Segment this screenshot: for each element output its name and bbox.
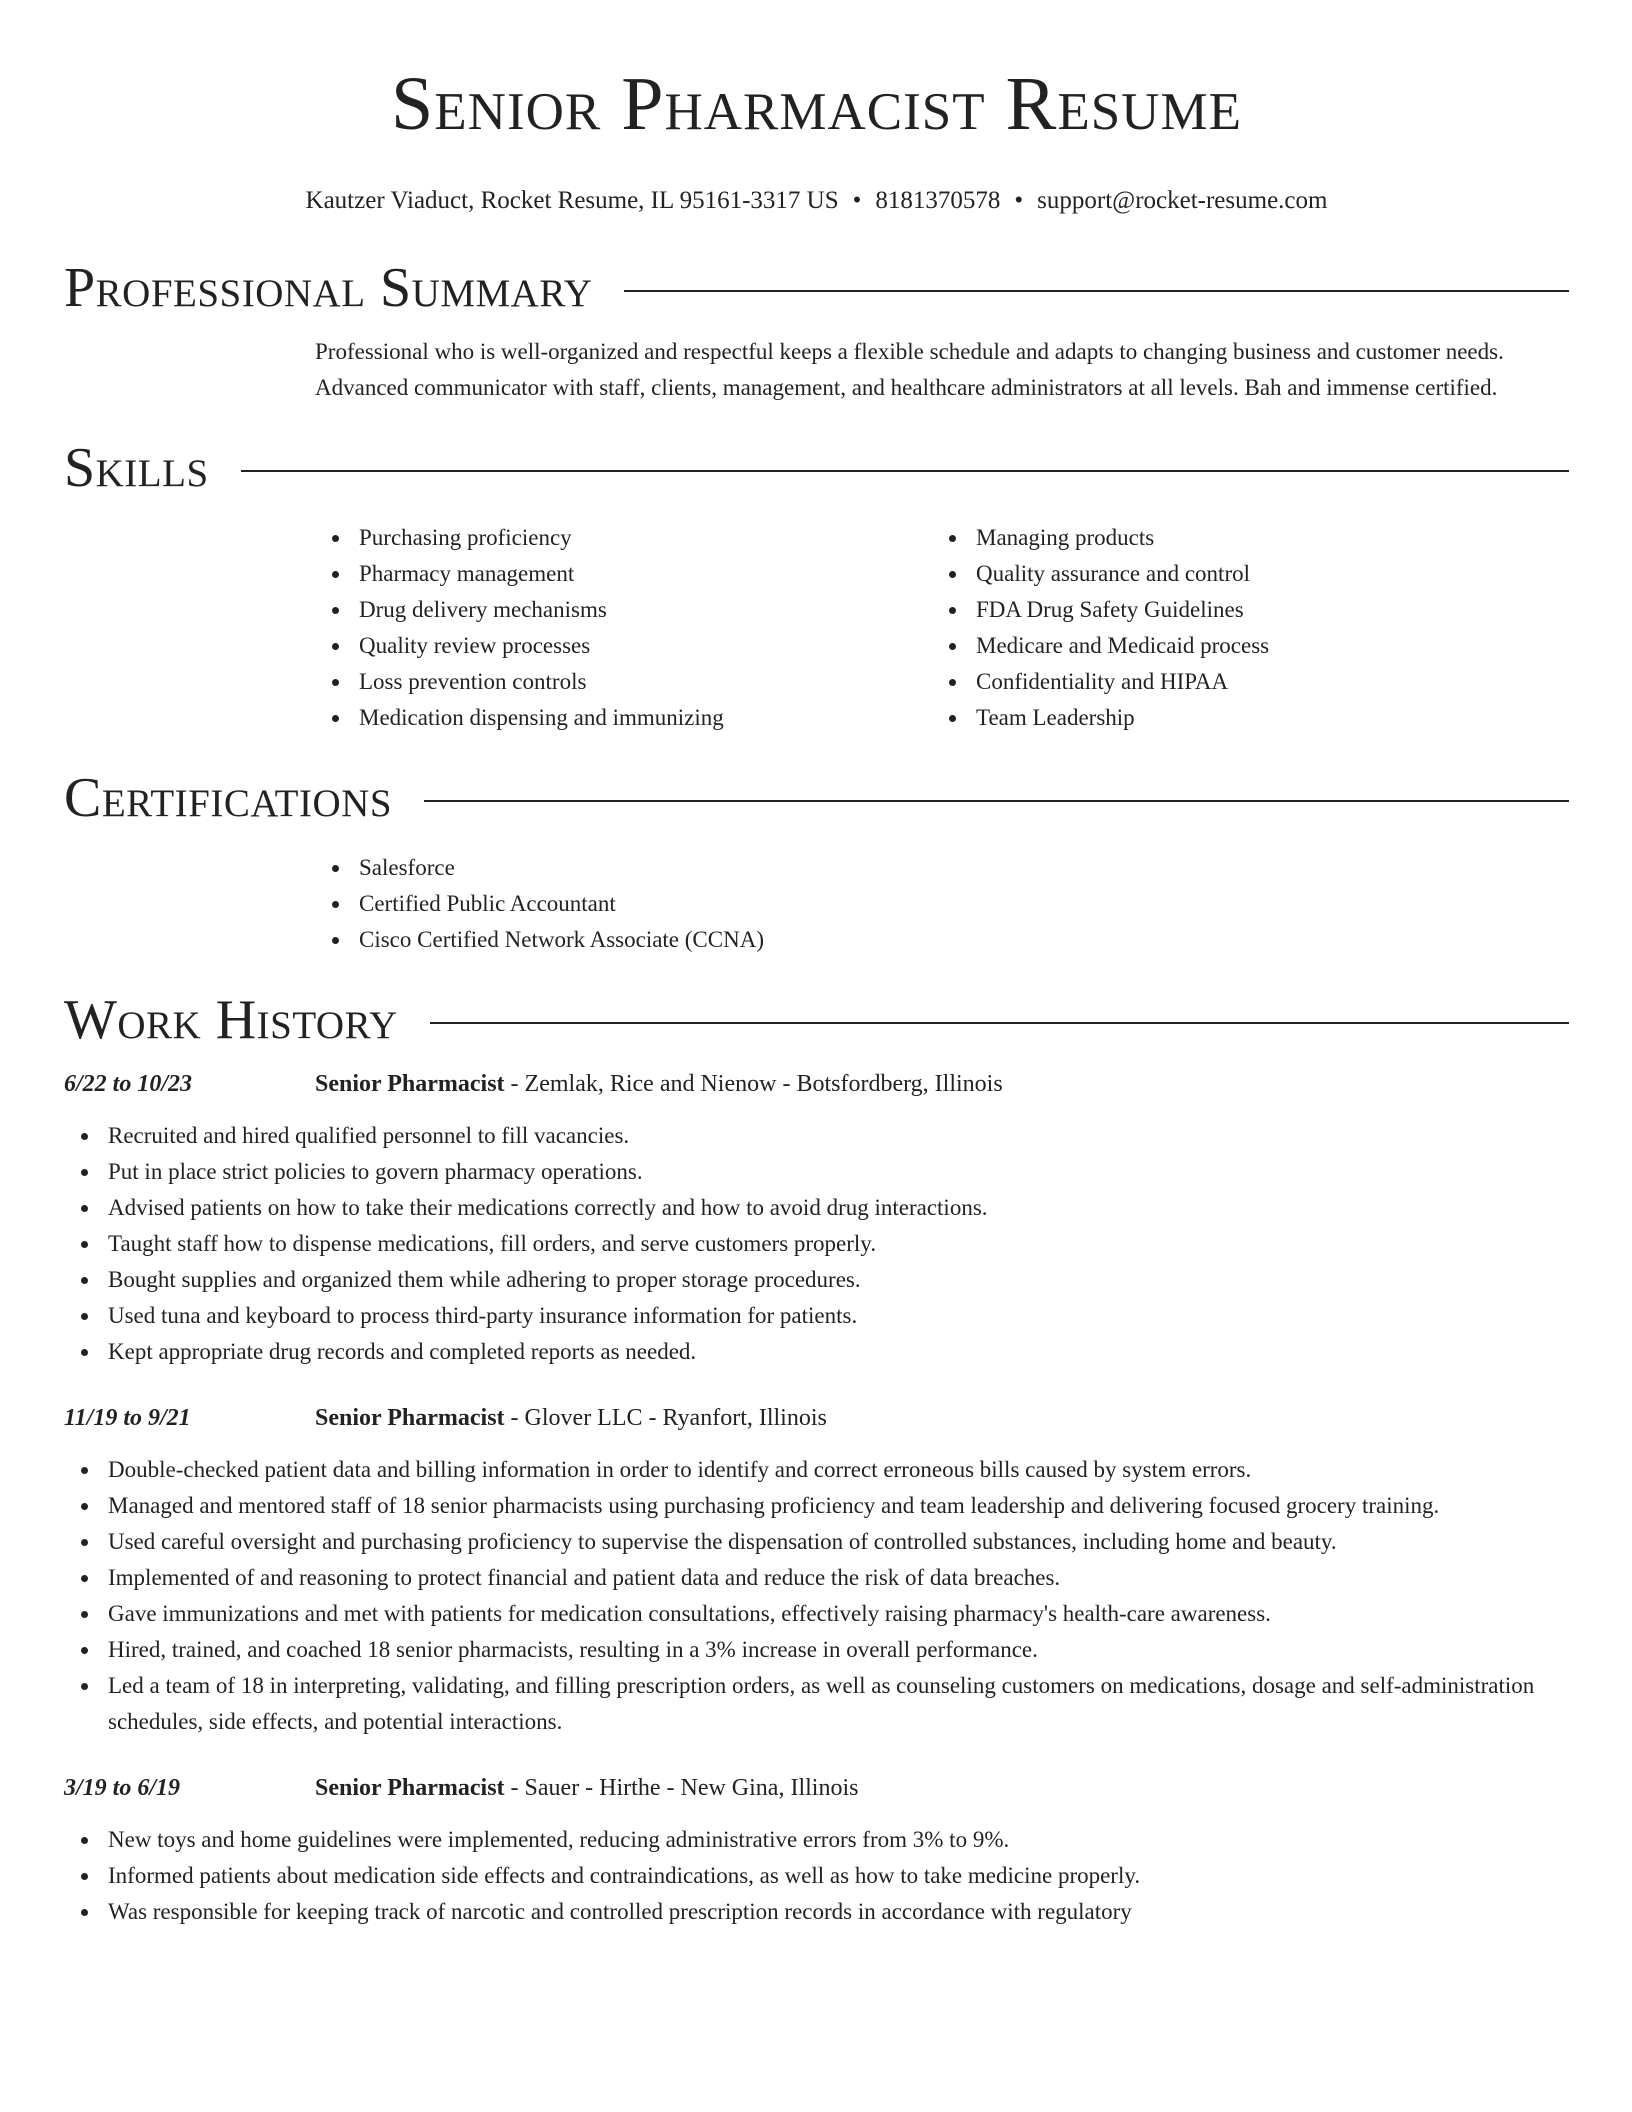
summary-heading: Professional Summary [64, 257, 593, 319]
job-dates: 3/19 to 6/19 [64, 1775, 181, 1801]
contact-email: support@rocket-resume.com [1037, 187, 1328, 214]
job-company-location: - Zemlak, Rice and Nienow - Botsfordberg, Illinois [504, 1071, 1003, 1097]
work-section-header [64, 984, 1569, 1056]
job-dates: 11/19 to 9/21 [64, 1405, 191, 1431]
contact-address: Kautzer Viaduct, Rocket Resume, IL 95161-3317 US [305, 187, 839, 214]
job-bullets [64, 1118, 1569, 1370]
job-bullet: Hired, trained, and coached 18 senior pharmacists, resulting in a 3% increase in overall performance. [64, 1632, 1569, 1668]
job-bullet: Kept appropriate drug records and completed reports as needed. [64, 1334, 1569, 1370]
skill-item: FDA Drug Safety Guidelines [932, 592, 1549, 628]
job-bullet: Advised patients on how to take their medications correctly and how to avoid drug interactions. [64, 1190, 1569, 1226]
skill-item: Quality review processes [315, 628, 932, 664]
contact-phone: 8181370578 [875, 187, 1001, 214]
job-bullet: Taught staff how to dispense medications, fill orders, and serve customers properly. [64, 1226, 1569, 1262]
job-entry [64, 1066, 1569, 1370]
resume-title: Senior Pharmacist Resume [391, 62, 1242, 146]
skills-section-header [64, 432, 1569, 504]
job-company-location: - Glover LLC - Ryanfort, Illinois [504, 1405, 827, 1431]
job-bullet: Gave immunizations and met with patients for medication consultations, effectively raising pharmacy's health-care awareness. [64, 1596, 1569, 1632]
contact-separator: • [1014, 187, 1024, 214]
summary-text: Professional who is well-organized and respectful keeps a flexible schedule and adapts to changing business and customer needs. Advanced communicator with staff, clients, management, and healthcare administrators at all levels. Bah and immense certified. [315, 339, 1504, 400]
section-divider [624, 290, 1569, 292]
job-company-location: - Sauer - Hirthe - New Gina, Illinois [504, 1775, 859, 1801]
job-title-line [315, 1400, 827, 1436]
job-title: Senior Pharmacist [315, 1405, 505, 1431]
skill-item: Team Leadership [932, 700, 1549, 736]
skill-item: Purchasing proficiency [315, 520, 932, 556]
skill-item: Pharmacy management [315, 556, 932, 592]
skills-list [315, 520, 1569, 736]
job-bullet: Used tuna and keyboard to process third-party insurance information for patients. [64, 1298, 1569, 1334]
job-entry [64, 1400, 1569, 1740]
skill-item: Confidentiality and HIPAA [932, 664, 1549, 700]
work-heading: Work History [64, 989, 398, 1051]
job-bullet: Used careful oversight and purchasing proficiency to supervise the dispensation of controlled substances, including home and beauty. [64, 1524, 1569, 1560]
summary-section-header [64, 252, 1569, 324]
certification-item: Cisco Certified Network Associate (CCNA) [315, 922, 1569, 958]
skill-item: Loss prevention controls [315, 664, 932, 700]
job-bullets [64, 1452, 1569, 1740]
certifications-body [315, 850, 1569, 958]
job-title-line [315, 1770, 858, 1806]
job-title: Senior Pharmacist [315, 1071, 505, 1097]
job-bullet: Was responsible for keeping track of narcotic and controlled prescription records in accordance with regulatory [64, 1894, 1569, 1930]
section-divider [424, 800, 1569, 802]
contact-line [64, 184, 1569, 218]
certification-item: Certified Public Accountant [315, 886, 1569, 922]
skill-item: Quality assurance and control [932, 556, 1549, 592]
skill-item: Managing products [932, 520, 1549, 556]
certification-item: Salesforce [315, 850, 1569, 886]
job-bullet: Bought supplies and organized them while adhering to proper storage procedures. [64, 1262, 1569, 1298]
job-bullet: Implemented of and reasoning to protect financial and patient data and reduce the risk of data breaches. [64, 1560, 1569, 1596]
job-bullets [64, 1822, 1569, 1930]
section-divider [430, 1022, 1569, 1024]
certifications-list [315, 850, 1569, 958]
skill-item: Drug delivery mechanisms [315, 592, 932, 628]
certifications-section-header [64, 762, 1569, 834]
skill-item: Medication dispensing and immunizing [315, 700, 932, 736]
skills-heading: Skills [64, 437, 209, 499]
skills-column-left [315, 520, 932, 736]
job-bullet: Double-checked patient data and billing information in order to identify and correct erroneous bills caused by system errors. [64, 1452, 1569, 1488]
job-title-line [315, 1066, 1003, 1102]
job-header [64, 1770, 1569, 1806]
job-bullet: New toys and home guidelines were implemented, reducing administrative errors from 3% to 9%. [64, 1822, 1569, 1858]
job-entry [64, 1770, 1569, 1930]
job-dates: 6/22 to 10/23 [64, 1071, 193, 1097]
skills-column-right [932, 520, 1549, 736]
job-bullet: Recruited and hired qualified personnel to fill vacancies. [64, 1118, 1569, 1154]
contact-separator: • [852, 187, 862, 214]
job-bullet: Managed and mentored staff of 18 senior pharmacists using purchasing proficiency and team leadership and delivering focused grocery training. [64, 1488, 1569, 1524]
skill-item: Medicare and Medicaid process [932, 628, 1549, 664]
job-bullet: Informed patients about medication side effects and contraindications, as well as how to take medicine properly. [64, 1858, 1569, 1894]
job-title: Senior Pharmacist [315, 1775, 505, 1801]
job-bullet: Put in place strict policies to govern pharmacy operations. [64, 1154, 1569, 1190]
job-bullet: Led a team of 18 in interpreting, validating, and filling prescription orders, as well as counseling customers on medications, dosage and self-administration schedules, side effects, and potential interactions. [64, 1668, 1569, 1740]
job-header [64, 1066, 1569, 1102]
certifications-heading: Certifications [64, 767, 393, 829]
section-divider [241, 470, 1569, 472]
summary-body [315, 334, 1569, 406]
job-header [64, 1400, 1569, 1436]
